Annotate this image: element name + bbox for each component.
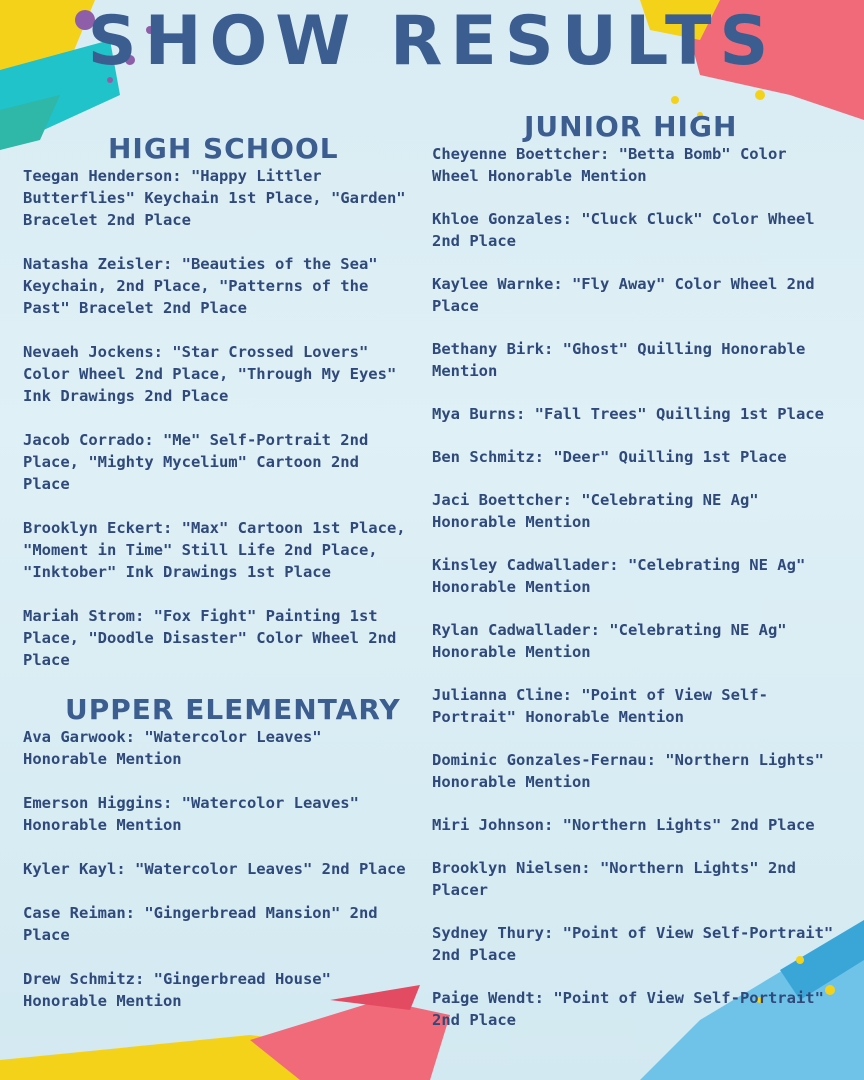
high-school-entry: Brooklyn Eckert: "Max" Cartoon 1st Place, "Moment in Time" Still Life 2nd Place, "Inktober" Ink Drawings 1st Place	[23, 519, 406, 581]
right-column	[432, 110, 842, 1052]
upper-elementary-entry: Emerson Higgins: "Watercolor Leaves" Honorable Mention	[23, 794, 359, 834]
upper-elementary-entry: Drew Schmitz: "Gingerbread House" Honorable Mention	[23, 970, 331, 1010]
upper-elementary-entry: Ava Garwook: "Watercolor Leaves" Honorable Mention	[23, 728, 322, 768]
junior-high-entry: Kaylee Warnke: "Fly Away" Color Wheel 2nd Place	[432, 275, 815, 315]
junior-high-entry: Jaci Boettcher: "Celebrating NE Ag" Honorable Mention	[432, 491, 759, 531]
junior-high-entry: Ben Schmitz: "Deer" Quilling 1st Place	[432, 448, 787, 466]
high-school-entry: Nevaeh Jockens: "Star Crossed Lovers" Color Wheel 2nd Place, "Through My Eyes" Ink Drawings 2nd Place	[23, 343, 397, 405]
junior-high-entry: Julianna Cline: "Point of View Self-Portrait" Honorable Mention	[432, 686, 768, 726]
upper-elementary-entry: Case Reiman: "Gingerbread Mansion" 2nd Place	[23, 904, 378, 944]
upper-elementary-entry: Kyler Kayl: "Watercolor Leaves" 2nd Place	[23, 860, 406, 878]
junior-high-entry: Brooklyn Nielsen: "Northern Lights" 2nd Placer	[432, 859, 796, 899]
left-column	[23, 132, 413, 1034]
high-school-entry: Teegan Henderson: "Happy Littler Butterflies" Keychain 1st Place, "Garden" Bracelet 2nd Place	[23, 167, 406, 229]
junior-high-entry: Khloe Gonzales: "Cluck Cluck" Color Wheel 2nd Place	[432, 210, 815, 250]
junior-high-entry: Miri Johnson: "Northern Lights" 2nd Place	[432, 816, 815, 834]
upper-elementary-heading: UPPER ELEMENTARY	[65, 693, 401, 726]
high-school-heading: HIGH SCHOOL	[108, 132, 339, 165]
junior-high-entry: Kinsley Cadwallader: "Celebrating NE Ag" Honorable Mention	[432, 556, 806, 596]
junior-high-heading: JUNIOR HIGH	[524, 110, 738, 143]
junior-high-entry: Dominic Gonzales-Fernau: "Northern Lights" Honorable Mention	[432, 751, 824, 791]
high-school-entry: Natasha Zeisler: "Beauties of the Sea" Keychain, 2nd Place, "Patterns of the Past" Bracelet 2nd Place	[23, 255, 378, 317]
high-school-entry: Mariah Strom: "Fox Fight" Painting 1st Place, "Doodle Disaster" Color Wheel 2nd Place	[23, 607, 397, 669]
junior-high-entry: Mya Burns: "Fall Trees" Quilling 1st Place	[432, 405, 824, 423]
junior-high-entry: Paige Wendt: "Point of View Self-Portrait" 2nd Place	[432, 989, 824, 1029]
junior-high-entry: Rylan Cadwallader: "Celebrating NE Ag" Honorable Mention	[432, 621, 787, 661]
junior-high-entry: Cheyenne Boettcher: "Betta Bomb" Color Wheel Honorable Mention	[432, 145, 787, 185]
junior-high-entry: Sydney Thury: "Point of View Self-Portrait" 2nd Place	[432, 924, 834, 964]
junior-high-entry: Bethany Birk: "Ghost" Quilling Honorable Mention	[432, 340, 806, 380]
high-school-entry: Jacob Corrado: "Me" Self-Portrait 2nd Place, "Mighty Mycelium" Cartoon 2nd Place	[23, 431, 369, 493]
page-title: SHOW RESULTS	[87, 2, 777, 81]
